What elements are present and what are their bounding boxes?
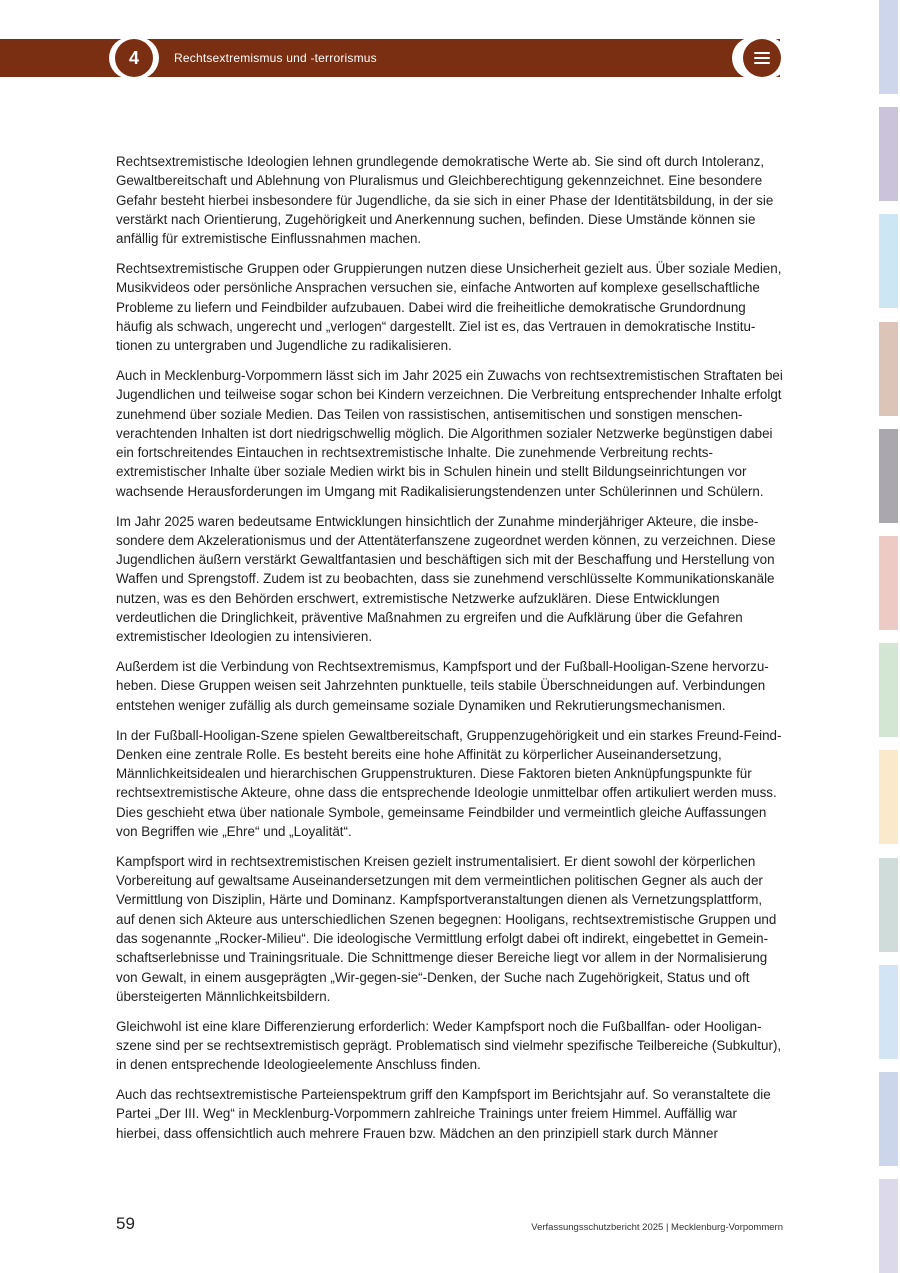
- chapter-tab-5[interactable]: [879, 429, 898, 523]
- publication-footer: Verfassungsschutzbericht 2025 | Mecklenburg-Vorpommern: [531, 1222, 783, 1233]
- paragraph: In der Fußball-Hooligan-Szene spielen Gewaltbereitschaft, Gruppenzugehörigkeit und ein starkes Freund-Feind-Denken eine zentrale Rolle. Es besteht bereits eine hohe Affinität zu körperlicher Auseinandersetzung, Männlichkeitsidealen und hierarchischen Gruppenstrukturen. Diese Faktoren bieten Anknüpfungspunkte für rechtsextremistische Akteure, ohne dass die entsprechende Ideologie unmittelbar offen artikuliert werden muss. Dies geschieht etwa über nationale Symbole, gemeinsame Feindbilder und vermeintlich gleiche Auffassungen von Begriffen wie „Ehre“ und „Loyalität“.: [116, 727, 782, 839]
- chapter-tab-3[interactable]: [879, 214, 898, 308]
- paragraph: Außerdem ist die Verbindung von Rechtsextremismus, Kampfsport und der Fußball-Hooligan-Szene hervorzuheben. Diese Gruppen weisen seit Jahrzehnten punktuelle, teils stabile Überschneidungen auf. Verbindungen entstehen weniger zufällig als durch gemeinsame soziale Dynamiken und Rekrutierungsmechanismen.: [116, 659, 769, 713]
- chapter-tab-12[interactable]: [879, 1179, 898, 1273]
- paragraph: Rechtsextremistische Gruppen oder Gruppierungen nutzen diese Unsicherheit gezielt aus. Über soziale Medien, Musikvideos oder persönliche Ansprachen versuchen sie, einfache Antworten auf komplexe gesellschaftliche Probleme zu liefern und Feindbilder aufzubauen. Dabei wird die freiheitliche demokratische Grundordnung häufig als schwach, ungerecht und „verlogen“ dargestellt. Ziel ist es, das Vertrauen in demokratische Institutionen zu untergraben und Jugendliche zu radikalisieren.: [116, 260, 782, 354]
- hamburger-menu-icon: [743, 39, 781, 77]
- menu-button[interactable]: [732, 37, 788, 79]
- chapter-tab-7[interactable]: [879, 643, 898, 737]
- chapter-tab-9[interactable]: [879, 858, 898, 952]
- paragraph: Im Jahr 2025 waren bedeutsame Entwicklungen hinsichtlich der Zunahme minderjähriger Akteure, die insbesondere dem Akzelerationismus und der Attentäterfanszene zugeordnet werden können, zu verzeichnen. Diese Jugendlichen äußern verstärkt Gewaltfantasien und beschäftigen sich mit der Beschaffung und Herstellung von Waffen und Sprengstoff. Zudem ist zu beobachten, dass sie zunehmend verschlüsselte Kommunikationskanäle nutzen, was es den Behörden erschwert, extremistische Netzwerke aufzuklären. Diese Entwicklungen verdeutlichen die Dringlichkeit, präventive Maßnahmen zu ergreifen und die Aufklärung über die Gefahren extremistischer Ideologien zu intensivieren.: [116, 513, 776, 645]
- chapter-number-badge[interactable]: [109, 37, 159, 79]
- paragraph: Rechtsextremistische Ideologien lehnen grundlegende demokratische Werte ab. Sie sind oft durch Intoleranz, Gewaltbereitschaft und Ablehnung von Pluralismus und Gleichberechtigung gekennzeichnet. Eine besondere Gefahr besteht hierbei insbesondere für Jugendliche, da sie sich in einer Phase der Identitätsbildung, in der sie verstärkt nach Orientierung, Zugehörigkeit und Anerkennung suchen, befinden. Diese Umstände können sie anfällig für extremistische Einflussnahmen machen.: [116, 154, 774, 247]
- chapter-tab-6[interactable]: [879, 536, 898, 630]
- chapter-tab-1[interactable]: [879, 0, 898, 94]
- chapter-title: Rechtsextremismus und -terrorismus: [174, 51, 377, 65]
- paragraph: Auch das rechtsextremistische Parteienspektrum griff den Kampfsport im Berichtsjahr auf. So veranstaltete die Partei „Der III. Weg“ in Mecklenburg-Vorpommern zahlreiche Trainings unter freiem Himmel. Auffällig war hierbei, dass offensichtlich auch mehrere Frauen bzw. Mädchen an den prinzipiell stark durch Männer: [116, 1087, 771, 1141]
- chapter-tab-2[interactable]: [879, 107, 898, 201]
- page-number: 59: [116, 1214, 135, 1233]
- chapter-tab-4[interactable]: [879, 322, 898, 416]
- page-body: [116, 152, 784, 1153]
- paragraph: Auch in Mecklenburg-Vorpommern lässt sich im Jahr 2025 ein Zuwachs von rechtsextremistischen Straftaten bei Jugendlichen und teilweise sogar schon bei Kindern verzeichnen. Die Verbreitung entsprechender Inhalte erfolgt zunehmend über soziale Medien. Das Teilen von rassistischen, antisemitischen und sonstigen menschenverachtenden Inhalten ist dort niedrigschwellig möglich. Die Algorithmen sozialer Netzwerke begünstigen dabei ein fortschreitendes Eintauchen in rechtsextremistische Inhalte. Die zunehmende Verbreitung rechtsextremistischer Inhalte über soziale Medien wirkt bis in Schulen hinein und stellt Bildungseinrichtungen vor wachsende Herausforderungen im Umgang mit Radikalisierungstendenzen unter Schülerinnen und Schülern.: [116, 367, 783, 499]
- chapter-tab-11[interactable]: [879, 1072, 898, 1166]
- chapter-tab-8[interactable]: [879, 750, 898, 844]
- chapter-nav-tabs: [879, 0, 900, 1272]
- chapter-tab-10[interactable]: [879, 965, 898, 1059]
- paragraph: Kampfsport wird in rechtsextremistischen Kreisen gezielt instrumentalisiert. Er dient sowohl der körperlichen Vorbereitung auf gewaltsame Auseinandersetzungen mit dem vermeintlichen politischen Gegner als auch der Vermittlung von Disziplin, Härte und Dominanz. Kampfsportveranstaltungen dienen als Vernetzungsplattform, auf denen sich Akteure aus unterschiedlichen Szenen begegnen: Hooligans, rechtsextremistische Gruppen und das sogenannte „Rocker-Milieu“. Die ideologische Vermittlung erfolgt dabei oft indirekt, eingebettet in Gemeinschaftserlebnisse und Trainingsrituale. Die Schnittmenge dieser Bereiche liegt vor allem in der Normalisierung von Gewalt, in einem ausgeprägten „Wir-gegen-sie“-Denken, der Suche nach Zugehörigkeit, Status und oft übersteigerten Männlichkeitsbildern.: [116, 853, 777, 1004]
- chapter-number: 4: [115, 39, 153, 77]
- paragraph: Gleichwohl ist eine klare Differenzierung erforderlich: Weder Kampfsport noch die Fußballfan- oder Hooliganszene sind per se rechtsextremistisch geprägt. Problematisch sind vielmehr spezifische Teilbereiche (Subkultur), in denen entsprechende Ideologieelemente Anschluss finden.: [116, 1018, 782, 1073]
